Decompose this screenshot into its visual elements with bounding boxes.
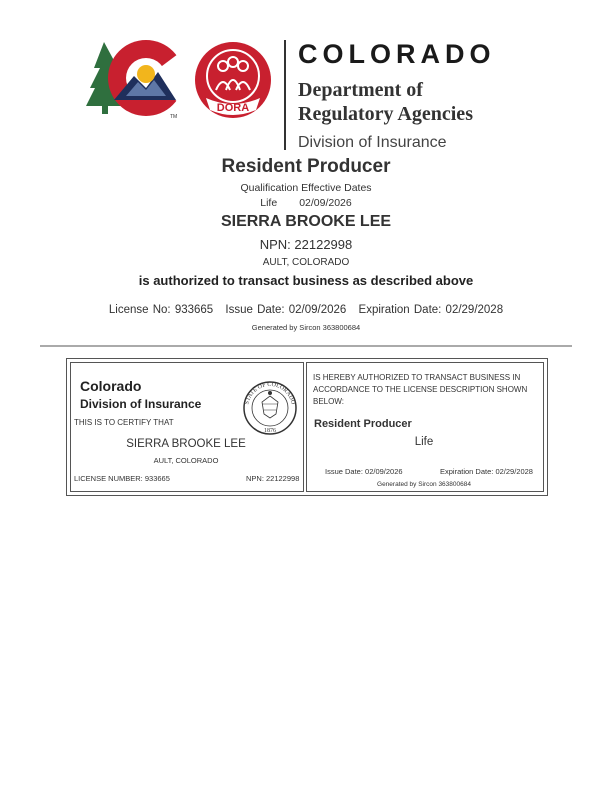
- card-colorado-heading: Colorado: [80, 378, 142, 394]
- header-divider: [284, 40, 286, 150]
- card-npn: NPN: 22122998: [246, 474, 300, 483]
- card-issue-date: Issue Date: 02/09/2026: [325, 467, 403, 476]
- brand-department: [298, 78, 496, 126]
- svg-text:STATE OF COLORADO: STATE OF COLORADO: [244, 381, 296, 406]
- generated-by: Generated by Sircon 363800684: [251, 323, 361, 332]
- card-line-of-authority: Life: [414, 436, 434, 448]
- brand-colorado: COLORADO: [298, 39, 496, 69]
- dept-line-2: Regulatory Agencies: [298, 103, 473, 125]
- qualification-type: Life: [260, 197, 278, 209]
- card-expiration-date: Expiration Date: 02/29/2028: [440, 467, 533, 476]
- svg-text:TM: TM: [170, 114, 178, 120]
- qualification-date: 02/09/2026: [299, 197, 352, 209]
- certificate-title: Resident Producer: [221, 156, 391, 177]
- svg-text:DORA: DORA: [216, 102, 250, 114]
- authorization-statement: is authorized to transact business as described above: [138, 273, 474, 288]
- header-brand: [298, 40, 496, 152]
- licensee-npn: NPN: 22122998: [259, 237, 353, 252]
- colorado-c-logo-icon: [86, 38, 186, 122]
- state-seal-icon: [240, 380, 300, 436]
- card-division-heading: Division of Insurance: [80, 397, 202, 411]
- card-license-number: LICENSE NUMBER: 933665: [74, 474, 170, 483]
- license-number: License No: 933665: [108, 304, 214, 316]
- license-info-line: [0, 304, 612, 316]
- section-divider: [40, 345, 572, 347]
- brand-division: Division of Insurance: [298, 134, 447, 151]
- card-licensee-name: SIERRA BROOKE LEE: [126, 438, 246, 450]
- card-license-type: Resident Producer: [314, 418, 412, 430]
- issue-date: Issue Date: 02/09/2026: [225, 304, 347, 316]
- card-generated-by: Generated by Sircon 363800684: [377, 481, 471, 488]
- licensee-name: SIERRA BROOKE LEE: [220, 213, 392, 230]
- qualification-label: Qualification Effective Dates: [240, 182, 372, 194]
- card-authorized-text: IS HEREBY AUTHORIZED TO TRANSACT BUSINESS IN ACCORDANCE TO THE LICENSE DESCRIPTION SHOWN BELOW:: [313, 373, 528, 406]
- svg-text:1876: 1876: [264, 428, 276, 434]
- card-licensee-location: AULT, COLORADO: [153, 456, 219, 465]
- qualification-line: [0, 197, 612, 209]
- dora-logo-icon: [192, 40, 274, 120]
- licensee-location: AULT, COLORADO: [262, 257, 350, 268]
- dept-line-1: Department of: [298, 79, 423, 101]
- expiration-date: Expiration Date: 02/29/2028: [358, 304, 504, 316]
- card-certify-text: THIS IS TO CERTIFY THAT: [74, 418, 174, 427]
